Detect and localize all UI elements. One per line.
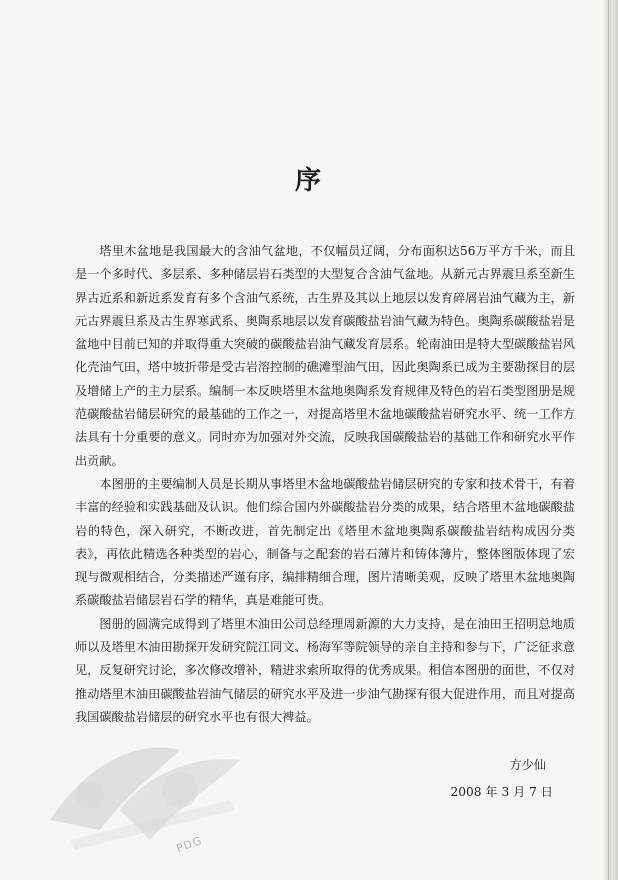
signature-date: 2008 年 3 月 7 日 [450, 785, 553, 799]
page-binding-line [608, 0, 609, 880]
watermark-label: PDG [174, 833, 205, 856]
preface-body [75, 240, 575, 729]
paragraph-3: 图册的圆满完成得到了塔里木油田公司总经理周新源的大力支持，是在油田王招明总地质师以及塔里木油田勘探开发研究院江同文、杨海军等院领导的亲自主持和参与下，广泛征求意见，反复研究讨论，多次修改增补，精进求索所取得的优秀成果。相信本图册的面世，不仅对推动塔里木油田碳酸盐岩油气储层的研究水平及进一步油气勘探有很大促进作用，而且对提高我国碳酸盐岩储层的研究水平也有很大裨益。 [75, 616, 575, 724]
paragraph-1: 塔里木盆地是我国最大的含油气盆地，不仅幅员辽阔，分布面积达56万平方千米，而且是一个多时代、多层系、多种储层岩石类型的大型复合含油气盆地。从新元古界震旦系至新生界古近系和新近系发育有多个含油气系统，古生界及其以上地层以发育碎屑岩油气藏为主，新元古界震旦系及古生界寒武系、奥陶系地层以发育碳酸盐岩油气藏为特色。奥陶系碳酸盐岩是盆地中目前已知的并取得重大突破的碳酸盐岩油气藏发育层系。轮南油田是特大型碳酸盐岩风化壳油气田，塔中坡折带是受古岩溶控制的礁滩型油气田，因此奥陶系已成为主要勘探目的层及增储上产的主力层系。编制一本反映塔里木盆地奥陶系发育规律及特色的岩石类型图册是规范碳酸盐岩储层研究的最基础的工作之一，对提高塔里木盆地碳酸盐岩研究水平、统一工作方法具有十分重要的意义。同时亦为加强对外交流，反映我国碳酸盐岩的基础工作和研究水平作出贡献。 [75, 244, 575, 468]
author-signature: 方少仙 [509, 758, 546, 772]
paragraph-2: 本图册的主要编制人员是长期从事塔里木盆地碳酸盐岩储层研究的专家和技术骨干，有着丰富的经验和实践基础及认识。他们综合国内外碳酸盐岩分类的成果，结合塔里木盆地碳酸盐岩的特色，深入研究，不断改进，首先制定出《塔里木盆地奥陶系碳酸盐岩结构成因分类表》，再依此精选各种类型的岩心，制备与之配套的岩石薄片和铸体薄片，整体图版体现了宏现与微观相结合，分类描述严谨有序，编排精细合理，图片清晰美观，反映了塔里木盆地奥陶系碳酸盐岩储层岩石学的精华，真是难能可贵。 [75, 476, 575, 608]
page-binding-edge [604, 0, 618, 880]
preface-title: 序 [294, 166, 323, 196]
